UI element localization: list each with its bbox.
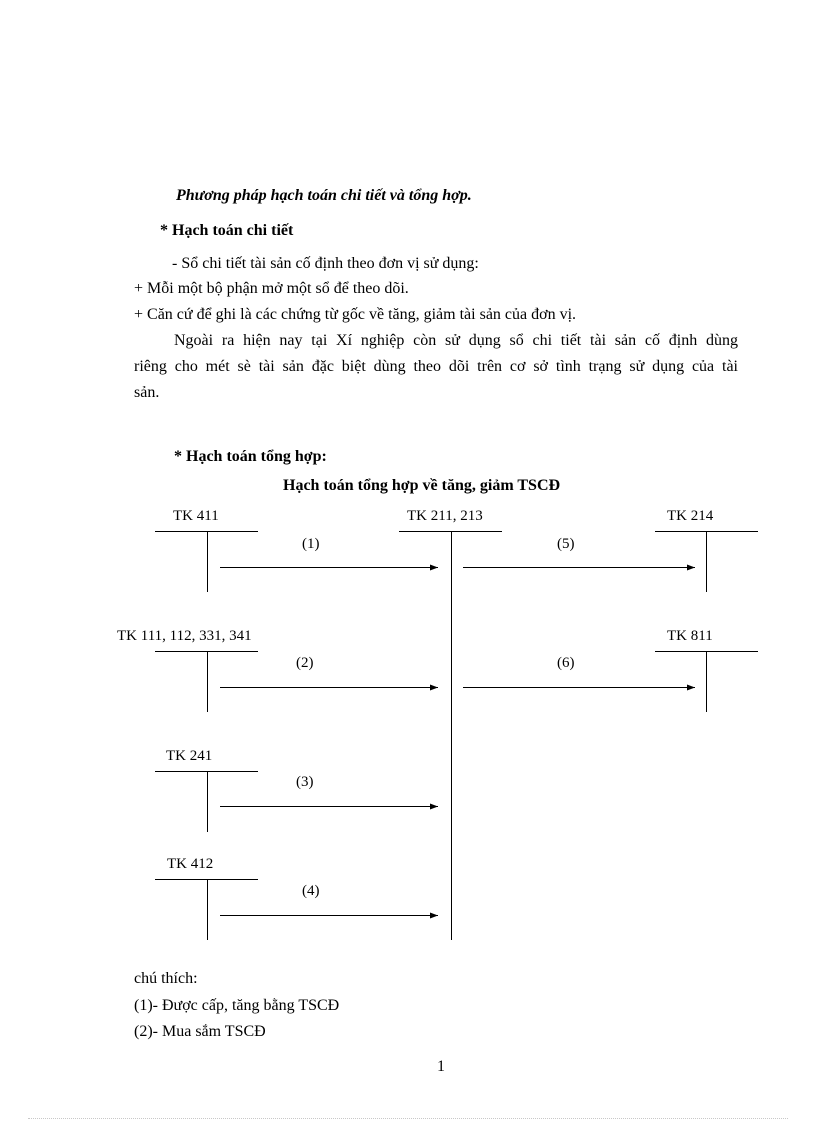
detail-paragraph-line-2: riêng cho mét sè tài sản đặc biệt dùng theo dõi trên cơ sở tình trạng sử dụng của tài	[134, 358, 738, 375]
t-account-tk811	[655, 652, 758, 713]
page-number: 1	[437, 1058, 445, 1075]
t-account-tk412	[155, 880, 258, 941]
detail-line-1: - Sổ chi tiết tài sản cố định theo đơn vị sử dụng:	[172, 255, 479, 272]
label-tk811: TK 811	[667, 628, 713, 644]
arrow-label-3: (3)	[296, 774, 314, 790]
section-title: Phương pháp hạch toán chi tiết và tổng hợp.	[176, 187, 472, 204]
arrow-label-2: (2)	[296, 655, 314, 671]
summary-heading: * Hạch toán tổng hợp:	[174, 448, 327, 465]
footer-rule	[28, 1118, 788, 1119]
detail-line-2: + Mỗi một bộ phận mở một sổ để theo dõi.	[134, 280, 409, 297]
label-tk412: TK 412	[167, 856, 214, 872]
arrow-label-5: (5)	[557, 536, 575, 552]
detail-line-3: + Căn cứ để ghi là các chứng từ gốc về tăng, giảm tài sản của đơn vị.	[134, 306, 577, 323]
label-tk214: TK 214	[667, 508, 714, 524]
notes-label: chú thích:	[134, 970, 198, 987]
diagram-title: Hạch toán tổng hợp về tăng, giảm TSCĐ	[283, 477, 561, 494]
t-account-tk111	[155, 652, 258, 713]
detail-paragraph-line-3: sản.	[134, 384, 160, 401]
t-account-tk211	[399, 532, 502, 941]
arrow-label-1: (1)	[302, 536, 320, 552]
arrow-label-6: (6)	[557, 655, 575, 671]
note-1: (1)- Được cấp, tăng bằng TSCĐ	[134, 997, 340, 1014]
label-tk211: TK 211, 213	[407, 508, 483, 524]
arrow-label-4: (4)	[302, 883, 320, 899]
detail-paragraph-line-1: Ngoài ra hiện nay tại Xí nghiệp còn sử dụng sổ chi tiết tài sản cố định dùng	[174, 332, 738, 349]
detail-heading: * Hạch toán chi tiết	[160, 222, 294, 239]
t-account-tk241	[155, 772, 258, 833]
label-tk111: TK 111, 112, 331, 341	[117, 628, 252, 644]
t-account-tk214	[655, 532, 758, 593]
label-tk411: TK 411	[173, 508, 219, 524]
note-2: (2)- Mua sắm TSCĐ	[134, 1023, 266, 1040]
t-account-tk411	[155, 532, 258, 593]
label-tk241: TK 241	[166, 748, 213, 764]
